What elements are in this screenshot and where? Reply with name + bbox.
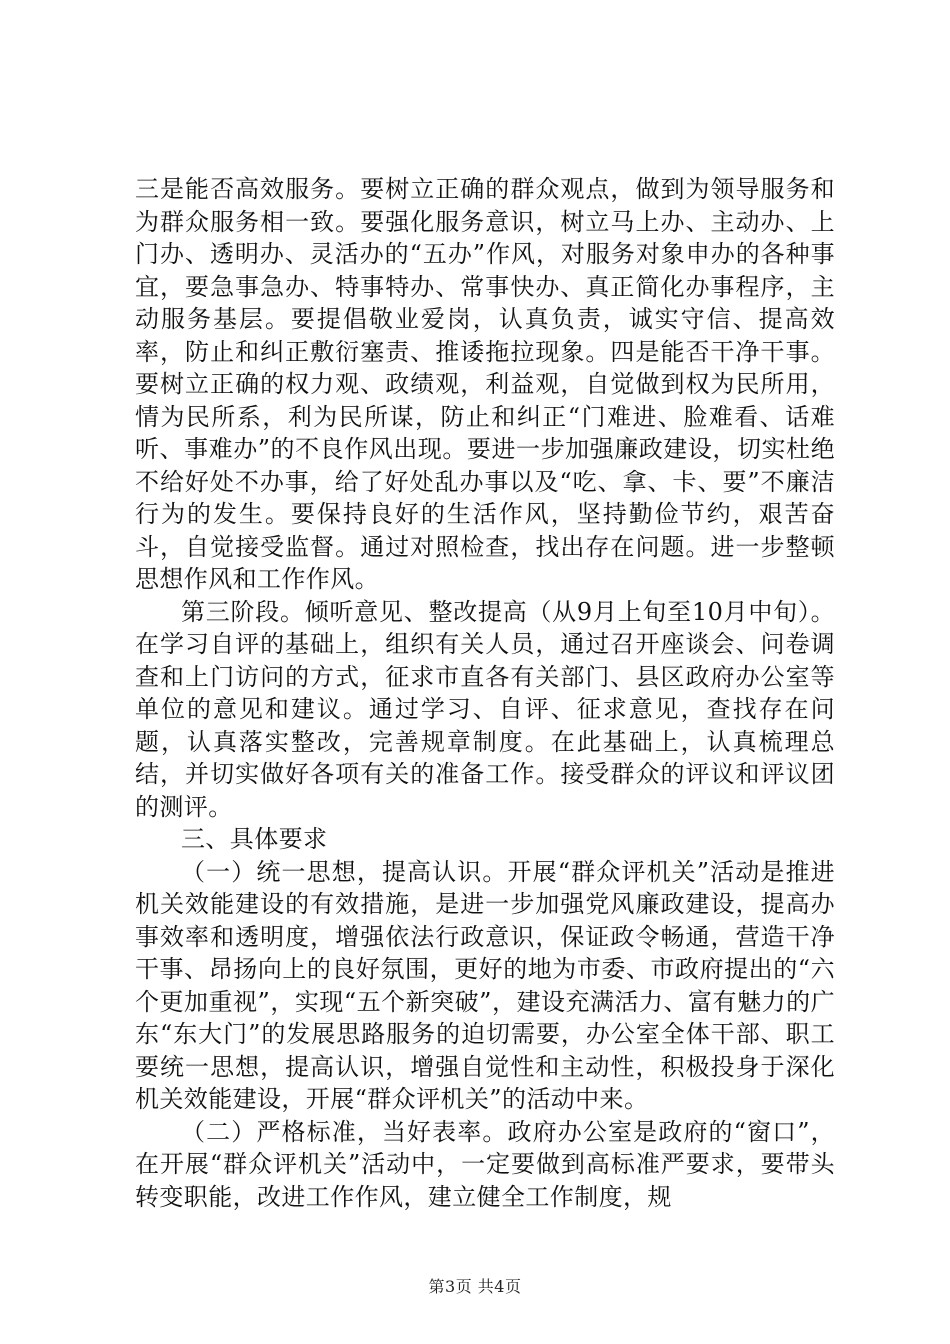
paragraph-requirement-two: （二）严格标准，当好表率。政府办公室是政府的“窗口”，在开展“群众评机关”活动中，一定要做到高标准严要求，要带头转变职能，改进工作作风，建立健全工作制度，规 bbox=[135, 1117, 835, 1211]
paragraph-stage-three: 第三阶段。倾听意见、整改提高（从9月上旬至10月中旬）。在学习自评的基础上，组织有关人员，通过召开座谈会、问卷调查和上门访问的方式，征求市直各有关部门、县区政府办公室等单位的意见和建议。通过学习、自评、征求意见，查找存在问题，认真落实整改，完善规章制度。在此基础上，认真梳理总结，并切实做好各项有关的准备工作。接受群众的评议和评议团的测评。 bbox=[135, 597, 835, 821]
document-body bbox=[135, 173, 835, 1213]
paragraph-requirement-one: （一）统一思想，提高认识。开展“群众评机关”活动是推进机关效能建设的有效措施，是进一步加强党风廉政建设，提高办事效率和透明度，增强依法行政意识，保证政令畅通，营造干净干事、昂扬向上的良好氛围，更好的地为市委、市政府提出的“六个更加重视”，实现“五个新突破”，建设充满活力、富有魅力的广东“东大门”的发展思路服务的迫切需要，办公室全体干部、职工要统一思想，提高认识，增强自觉性和主动性，积极投身于深化机关效能建设，开展“群众评机关”的活动中来。 bbox=[135, 857, 835, 1113]
section-heading-requirements: 三、具体要求 bbox=[181, 825, 328, 853]
page-number-footer: 第3页 共4页 bbox=[428, 1277, 522, 1296]
paragraph-service-and-integrity: 三是能否高效服务。要树立正确的群众观点，做到为领导服务和为群众服务相一致。要强化服务意识，树立马上办、主动办、上门办、透明办、灵活办的“五办”作风，对服务对象申办的各种事宜，要急事急办、特事特办、常事快办、真正简化办事程序，主动服务基层。要提倡敬业爱岗，认真负责，诚实守信、提高效率，防止和纠正敷衍塞责、推诿拖拉现象。四是能否干净干事。要树立正确的权力观、政绩观，利益观，自觉做到权为民所用，情为民所系，利为民所谋，防止和纠正“门难进、脸难看、话难听、事难办”的不良作风出现。要进一步加强廉政建设，切实杜绝不给好处不办事，给了好处乱办事以及“吃、拿、卡、要”不廉洁行为的发生。要保持良好的生活作风，坚持勤俭节约，艰苦奋斗，自觉接受监督。通过对照检查，找出存在问题。进一步整顿思想作风和工作作风。 bbox=[135, 175, 835, 593]
